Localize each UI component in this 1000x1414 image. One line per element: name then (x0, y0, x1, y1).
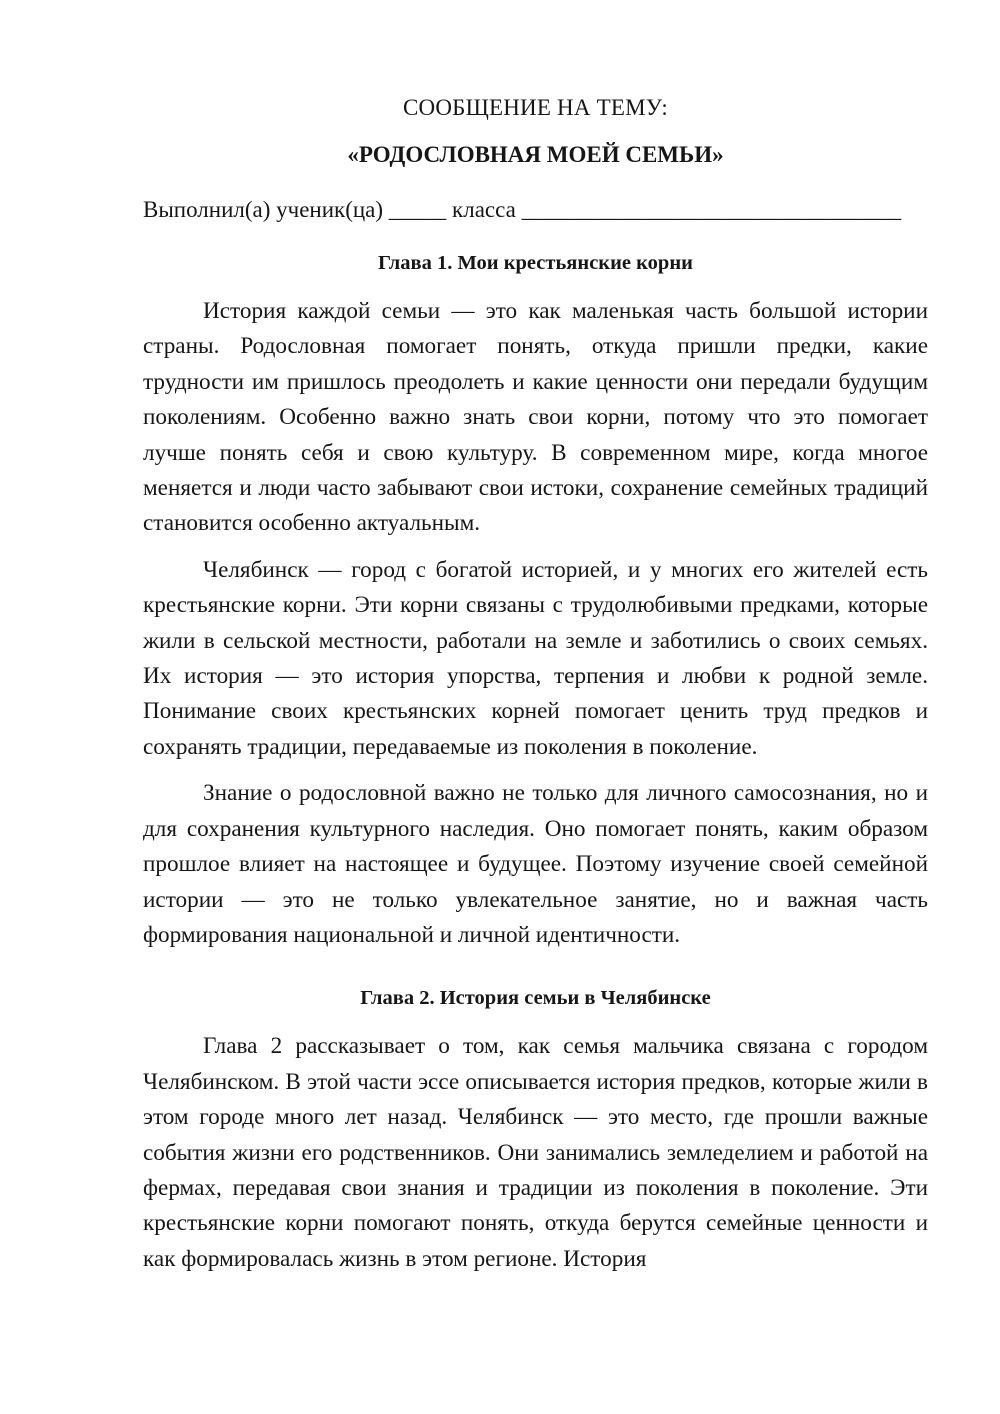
chapter-1-paragraph-2: Челябинск — город с богатой историей, и у многих его жителей есть крестьянские корни. Эти корни связаны с трудолюбивыми предками, которые жили в сельской местности, работали на земле и заботились о своих семьях. Их история — это история упорства, терпения и любви к родной земле. Понимание своих крестьянских корней помогает ценить труд предков и сохранять традиции, передаваемые из поколения в поколение. (143, 556, 928, 760)
author-line: Выполнил(а) ученик(ца) _____ класса _________________________________ (143, 197, 902, 222)
document-page (143, 92, 928, 1277)
chapter-1-paragraph-3: Знание о родословной важно не только для личного самосознания, но и для сохранения культурного наследия. Оно помогает понять, каким образом прошлое влияет на настоящее и будущее. Поэтому изучение своей семейной истории — это не только увлекательное занятие, но и важная часть формирования национальной и личной идентичности. (143, 780, 928, 948)
document-title-line-1: СООБЩЕНИЕ НА ТЕМУ: (403, 95, 668, 120)
chapter-2-title: Глава 2. История семьи в Челябинске (360, 987, 711, 1010)
chapter-1-title: Глава 1. Мои крестьянские корни (378, 252, 693, 274)
chapter-2-paragraph-1: Глава 2 рассказывает о том, как семья мальчика связана с городом Челябинском. В этой части эссе описывается история предков, которые жили в этом городе много лет назад. Челябинск — это место, где прошли важные события жизни его родственников. Они занимались земледелием и работой на фермах, передавая свои знания и традиции из поколения в поколение. Эти крестьянские корни помогают понять, откуда берутся семейные ценности и как формировалась жизнь в этом регионе. История (143, 1033, 928, 1272)
chapter-1-paragraph-1: История каждой семьи — это как маленькая часть большой истории страны. Родословная помогает понять, откуда пришли предки, какие трудности им пришлось преодолеть и какие ценности они передали будущим поколениям. Особенно важно знать свои корни, потому что это помогает лучше понять себя и свою культуру. В современном мире, когда многое меняется и люди часто забывают свои истоки, сохранение семейных традиций становится особенно актуальным. (143, 298, 928, 537)
document-title-line-2: «РОДОСЛОВНАЯ МОЕЙ СЕМЬИ» (347, 142, 724, 167)
